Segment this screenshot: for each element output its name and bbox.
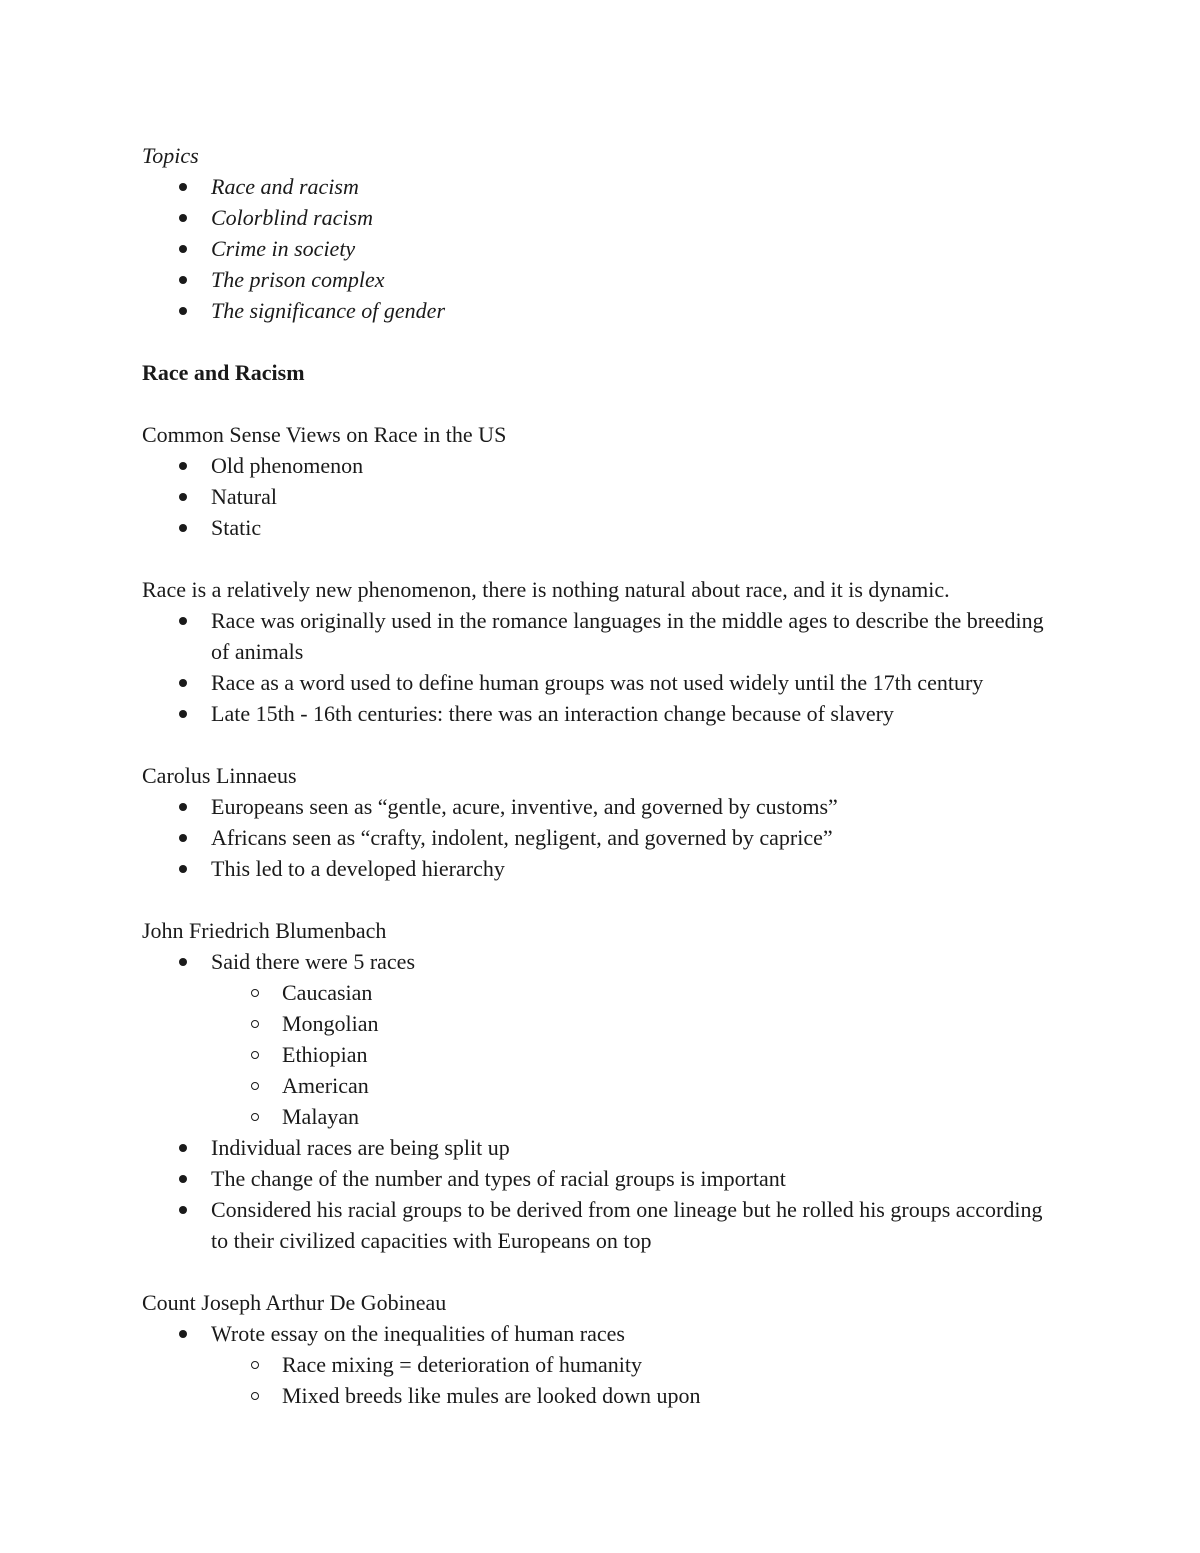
topics-heading: Topics xyxy=(142,143,199,168)
list-item: Natural xyxy=(142,481,1062,512)
bullet-icon xyxy=(179,617,187,625)
list-item: The change of the number and types of racial groups is important xyxy=(142,1163,1062,1194)
bullet-icon xyxy=(179,865,187,873)
blumenbach-list xyxy=(142,946,1062,1256)
sub-list-item: Malayan xyxy=(142,1101,1062,1132)
sub-list-item: Mongolian xyxy=(142,1008,1062,1039)
gobineau-list xyxy=(142,1318,1062,1411)
sub-list-item: Caucasian xyxy=(142,977,1062,1008)
sub-list-item: Mixed breeds like mules are looked down upon xyxy=(142,1380,1062,1411)
list-item: This led to a developed hierarchy xyxy=(142,853,1062,884)
bullet-icon xyxy=(179,276,187,284)
bullet-icon xyxy=(179,1175,187,1183)
bullet-icon xyxy=(179,493,187,501)
bullet-icon xyxy=(179,462,187,470)
race-new-list xyxy=(142,605,1062,729)
linnaeus-list xyxy=(142,791,1062,884)
gobineau-heading: Count Joseph Arthur De Gobineau xyxy=(142,1290,447,1315)
common-sense-heading: Common Sense Views on Race in the US xyxy=(142,422,507,447)
list-item: The prison complex xyxy=(142,264,1062,295)
list-item: Crime in society xyxy=(142,233,1062,264)
list-item: Wrote essay on the inequalities of human races xyxy=(142,1318,1062,1349)
list-item: Europeans seen as “gentle, acure, inventive, and governed by customs” xyxy=(142,791,1062,822)
sub-list-item: Race mixing = deterioration of humanity xyxy=(142,1349,1062,1380)
blumenbach-heading: John Friedrich Blumenbach xyxy=(142,918,387,943)
bullet-icon xyxy=(179,214,187,222)
sub-bullet-icon xyxy=(251,989,259,997)
list-item: Old phenomenon xyxy=(142,450,1062,481)
bullet-icon xyxy=(179,1330,187,1338)
list-item: Individual races are being split up xyxy=(142,1132,1062,1163)
bullet-icon xyxy=(179,958,187,966)
bullet-icon xyxy=(179,710,187,718)
bullet-icon xyxy=(179,1144,187,1152)
bullet-icon xyxy=(179,803,187,811)
list-item: Africans seen as “crafty, indolent, negligent, and governed by caprice” xyxy=(142,822,1062,853)
sub-bullet-icon xyxy=(251,1113,259,1121)
section-title: Race and Racism xyxy=(142,360,305,385)
list-item: Considered his racial groups to be derived from one lineage but he rolled his groups according to their civilized capacities with Europeans on top xyxy=(142,1194,1062,1256)
sub-list-item: American xyxy=(142,1070,1062,1101)
list-item: Said there were 5 races xyxy=(142,946,1062,977)
sub-list-item: Ethiopian xyxy=(142,1039,1062,1070)
race-new-heading: Race is a relatively new phenomenon, there is nothing natural about race, and it is dynamic. xyxy=(142,577,950,602)
topics-list xyxy=(142,171,1062,326)
list-item: Static xyxy=(142,512,1062,543)
list-item: Race was originally used in the romance languages in the middle ages to describe the breeding of animals xyxy=(142,605,1062,667)
bullet-icon xyxy=(179,183,187,191)
sub-bullet-icon xyxy=(251,1020,259,1028)
list-item: The significance of gender xyxy=(142,295,1062,326)
sub-bullet-icon xyxy=(251,1361,259,1369)
list-item: Race and racism xyxy=(142,171,1062,202)
bullet-icon xyxy=(179,524,187,532)
list-item: Late 15th - 16th centuries: there was an interaction change because of slavery xyxy=(142,698,1062,729)
list-item: Race as a word used to define human groups was not used widely until the 17th century xyxy=(142,667,1062,698)
document-page xyxy=(142,140,1062,1411)
sub-bullet-icon xyxy=(251,1082,259,1090)
sub-bullet-icon xyxy=(251,1392,259,1400)
list-item: Colorblind racism xyxy=(142,202,1062,233)
bullet-icon xyxy=(179,834,187,842)
bullet-icon xyxy=(179,1206,187,1214)
common-sense-list xyxy=(142,450,1062,543)
bullet-icon xyxy=(179,679,187,687)
linnaeus-heading: Carolus Linnaeus xyxy=(142,763,297,788)
bullet-icon xyxy=(179,307,187,315)
bullet-icon xyxy=(179,245,187,253)
sub-bullet-icon xyxy=(251,1051,259,1059)
